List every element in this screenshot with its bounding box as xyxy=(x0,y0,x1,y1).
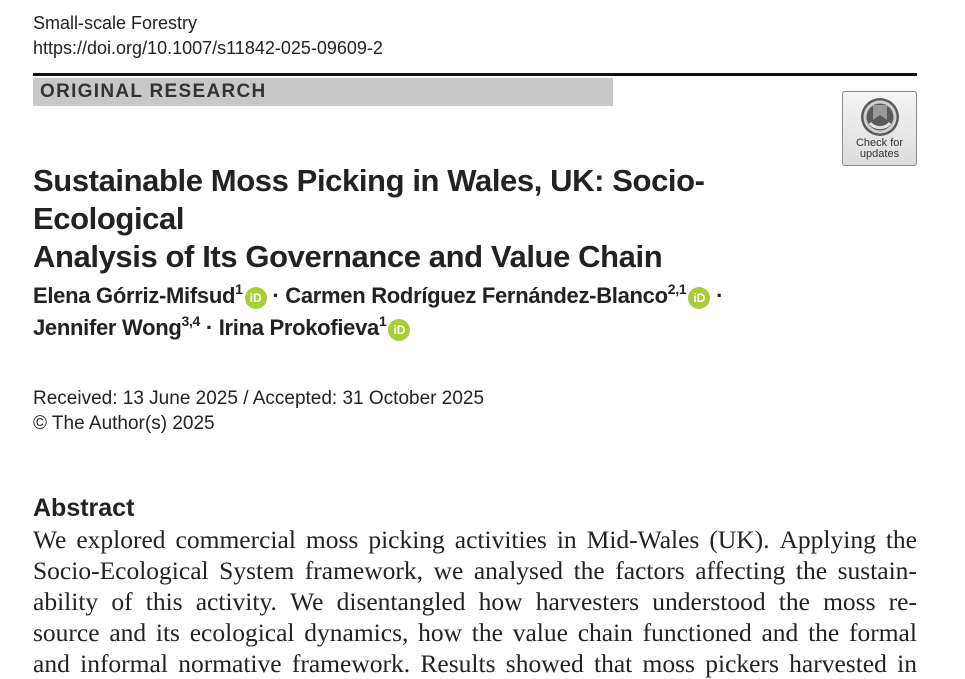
title-line: Analysis of Its Governance and Value Chain xyxy=(33,239,663,274)
abstract-word: the xyxy=(778,587,810,616)
abstract-word: how xyxy=(478,587,523,616)
abstract-word: how xyxy=(418,618,463,647)
abstract-word: and xyxy=(33,649,70,678)
abstract-word: the xyxy=(471,618,503,647)
received-accepted-dates: Received: 13 June 2025 / Accepted: 31 October 2025 xyxy=(33,388,485,409)
abstract-word: normative xyxy=(178,649,282,678)
author-name: Carmen Rodríguez Fernández-Blanco xyxy=(285,283,668,308)
journal-name: Small-scale Forestry xyxy=(33,13,198,33)
abstract-word: harvesters xyxy=(535,587,640,616)
abstract-word: disentangled xyxy=(336,587,466,616)
author-name: Irina Prokofieva xyxy=(218,315,379,340)
abstract-word: We xyxy=(290,587,324,616)
author-affiliation: 2,1 xyxy=(667,281,687,297)
author-affiliation: 1 xyxy=(378,313,387,329)
abstract-word: the xyxy=(885,525,917,554)
abstract-word: the xyxy=(795,556,828,585)
abstract-line xyxy=(33,555,917,586)
orcid-icon[interactable]: iD xyxy=(388,319,410,341)
abstract-word: analysed xyxy=(473,556,564,585)
abstract-word: ability xyxy=(33,587,99,616)
author-list xyxy=(33,280,913,344)
author-separator: · xyxy=(272,283,280,308)
doi-link[interactable]: https://doi.org/10.1007/s11842-025-09609-2 xyxy=(33,38,383,58)
author-affiliation: 3,4 xyxy=(181,313,201,329)
abstract-word: (UK). xyxy=(709,525,770,554)
abstract-word: we xyxy=(433,556,464,585)
abstract-word: functioned xyxy=(642,618,752,647)
abstract-word: We xyxy=(33,525,67,554)
abstract-line xyxy=(33,586,917,617)
abstract-word: and xyxy=(761,618,799,647)
section-label: ORIGINAL RESEARCH xyxy=(33,78,613,106)
abstract-word: affecting xyxy=(695,556,786,585)
abstract-word: picking xyxy=(368,525,445,554)
abstract-word: framework, xyxy=(304,556,424,585)
abstract-word: source xyxy=(33,618,100,647)
abstract-word: showed xyxy=(505,649,584,678)
abstract-word: in xyxy=(897,649,917,678)
abstract-heading: Abstract xyxy=(33,494,135,522)
abstract-word: dynamics, xyxy=(304,618,409,647)
abstract-word: of xyxy=(111,587,133,616)
abstract-word: Results xyxy=(420,649,496,678)
abstract-word: and xyxy=(109,618,147,647)
abstract-word: formal xyxy=(848,618,917,647)
author-name: Elena Górriz-Mifsud xyxy=(33,283,236,308)
abstract-word: pickers xyxy=(705,649,779,678)
abstract-line xyxy=(33,648,917,679)
abstract-word: moss xyxy=(823,587,876,616)
abstract-word: re- xyxy=(888,587,917,616)
abstract-word: informal xyxy=(80,649,168,678)
author-separator: · xyxy=(716,283,724,308)
abstract-word: System xyxy=(219,556,295,585)
abstract-word: its xyxy=(155,618,180,647)
abstract-word: Mid-Wales xyxy=(586,525,700,554)
orcid-icon[interactable]: iD xyxy=(688,287,710,309)
badge-label: Check for updates xyxy=(855,137,904,160)
abstract-word: the xyxy=(573,556,605,585)
abstract-word: this xyxy=(145,587,183,616)
abstract-word: factors xyxy=(615,556,685,585)
abstract-word: ecological xyxy=(189,618,295,647)
abstract-line xyxy=(33,524,917,555)
abstract-word: the xyxy=(808,618,840,647)
author-separator: · xyxy=(205,315,213,340)
abstract-word: value xyxy=(512,618,568,647)
abstract-word: harvested xyxy=(789,649,887,678)
crossmark-icon xyxy=(859,96,901,138)
abstract-word: explored xyxy=(76,525,166,554)
abstract-word: chain xyxy=(577,618,633,647)
abstract-word: that xyxy=(593,649,633,678)
abstract-word: moss xyxy=(642,649,695,678)
abstract-word: Applying xyxy=(779,525,876,554)
author-affiliation: 1 xyxy=(235,281,243,297)
abstract-word: commercial xyxy=(175,525,296,554)
header-rule xyxy=(33,73,917,76)
title-line: Sustainable Moss Picking in Wales, UK: Socio-Ecological xyxy=(33,163,705,236)
author-name: Jennifer Wong xyxy=(33,315,182,340)
abstract-word: sustain- xyxy=(837,556,917,585)
abstract-word: Socio-Ecological xyxy=(33,556,209,585)
orcid-icon[interactable]: iD xyxy=(245,287,267,309)
abstract-line xyxy=(33,617,917,648)
abstract-word: activity. xyxy=(195,587,277,616)
abstract-word: in xyxy=(556,525,577,554)
copyright-notice: © The Author(s) 2025 xyxy=(33,413,215,434)
abstract-word: understood xyxy=(652,587,766,616)
article-title xyxy=(33,162,833,276)
abstract-word: activities xyxy=(454,525,547,554)
abstract-word: moss xyxy=(305,525,359,554)
abstract-word: framework. xyxy=(291,649,411,678)
check-for-updates-button[interactable] xyxy=(842,91,917,166)
